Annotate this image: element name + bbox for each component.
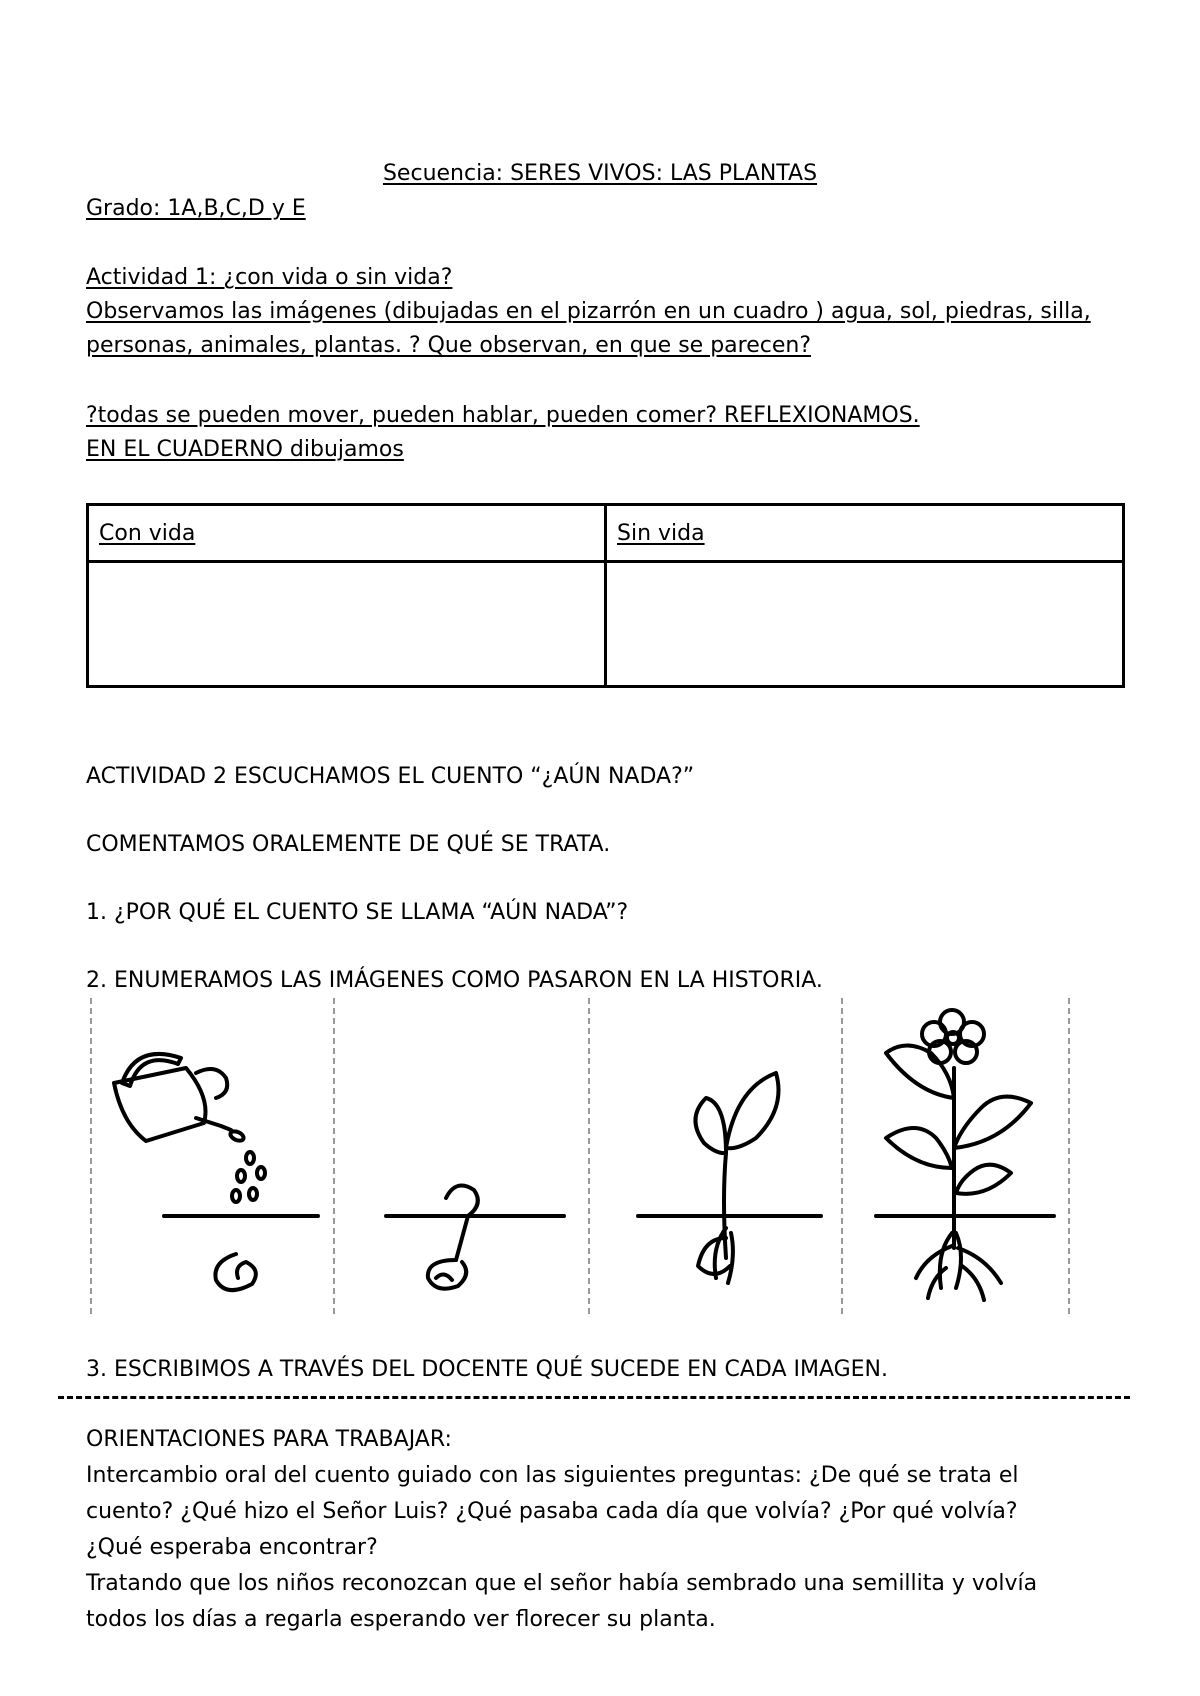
sprouting-seed-icon (386, 1186, 564, 1289)
activity1-instruction-1: Observamos las imágenes (dibujadas en el pizarrón en un cuadro ) agua, sol, piedras, silla, (86, 299, 1091, 324)
page-title: Secuencia: SERES VIVOS: LAS PLANTAS (382, 161, 818, 186)
orientations-heading: ORIENTACIONES PARA TRABAJAR: (86, 1427, 452, 1452)
activity1-notebook: EN EL CUADERNO dibujamos (86, 437, 404, 462)
living-nonliving-table (86, 503, 1125, 688)
grade-line: Grado: 1A,B,C,D y E (86, 196, 306, 221)
sin-vida-cell (606, 562, 1124, 687)
activity2-question-1: 1. ¿POR QUÉ EL CUENTO SE LLAMA “AÚN NADA”? (86, 900, 629, 925)
orientations-line-5: todos los días a regarla esperando ver florecer su planta. (86, 1607, 716, 1632)
flowering-plant-icon (876, 1010, 1054, 1300)
col-con-vida: Con vida (99, 520, 196, 546)
col-sin-vida: Sin vida (617, 520, 705, 546)
activity1-instruction-2: personas, animales, plantas. ? Que observan, en que se parecen? (86, 333, 811, 358)
dashed-separator (58, 1396, 1130, 1399)
activity2-question-2: 2. ENUMERAMOS LAS IMÁGENES COMO PASARON EN LA HISTORIA. (86, 968, 823, 993)
story-illustrations (86, 998, 1071, 1314)
activity2-question-3: 3. ESCRIBIMOS A TRAVÉS DEL DOCENTE QUÉ SUCEDE EN CADA IMAGEN. (86, 1357, 889, 1382)
activity2-comment: COMENTAMOS ORALEMENTE DE QUÉ SE TRATA. (86, 832, 611, 857)
seedling-icon (638, 1073, 821, 1283)
watering-can-seed-icon (114, 1054, 318, 1290)
activity1-reflection: ?todas se pueden mover, pueden hablar, pueden comer? REFLEXIONAMOS. (86, 403, 920, 428)
activity2-heading: ACTIVIDAD 2 ESCUCHAMOS EL CUENTO “¿AÚN NADA?” (86, 764, 695, 789)
orientations-line-4: Tratando que los niños reconozcan que el señor había sembrado una semillita y volvía (86, 1571, 1038, 1596)
con-vida-cell (88, 562, 606, 687)
orientations-line-3: ¿Qué esperaba encontrar? (86, 1535, 378, 1560)
orientations-line-2: cuento? ¿Qué hizo el Señor Luis? ¿Qué pasaba cada día que volvía? ¿Por qué volvía? (86, 1499, 1018, 1524)
orientations-line-1: Intercambio oral del cuento guiado con las siguientes preguntas: ¿De qué se trata el (86, 1463, 1019, 1488)
activity1-heading: Actividad 1: ¿con vida o sin vida? (86, 265, 453, 290)
